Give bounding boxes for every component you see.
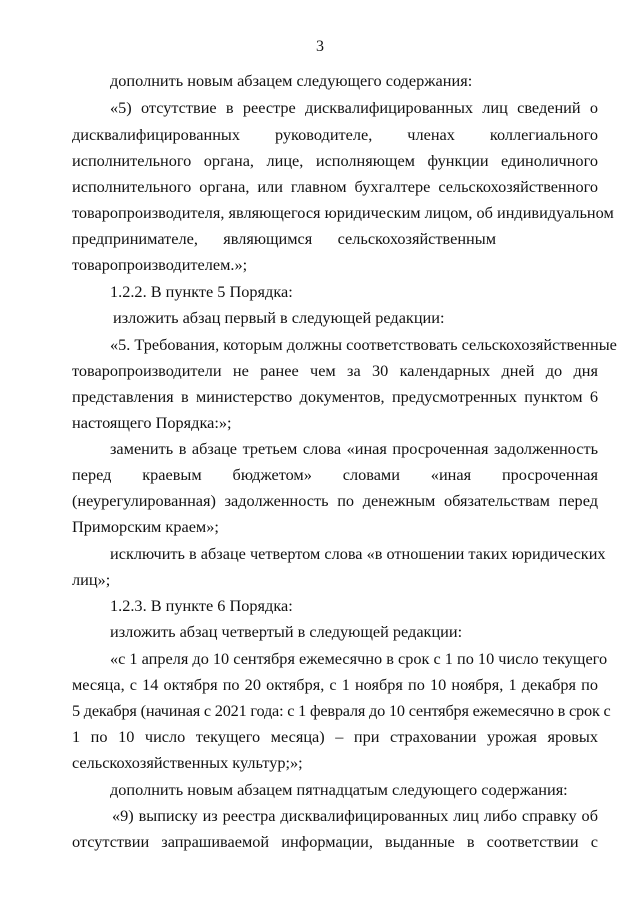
text-line: отсутствии запрашиваемой информации, выданные в соответствии с: [72, 832, 598, 851]
text-line: «9) выписку из реестра дисквалифицированных лиц либо справку об: [112, 806, 598, 825]
text-line: заменить в абзаце третьем слова «иная просроченная задолженность: [110, 439, 598, 458]
text-line: исполнительного органа, лице, исполняющем функции единоличного: [72, 151, 598, 170]
text-line: дополнить новым абзацем следующего содержания:: [110, 71, 473, 90]
text-line: настоящего Порядка:»;: [72, 413, 232, 432]
text-line: товаропроизводителя, являющегося юридическим лицом, об индивидуальном: [72, 203, 614, 222]
text-line: «с 1 апреля до 10 сентября ежемесячно в срок с 1 по 10 число текущего: [110, 649, 608, 668]
text-line: дополнить новым абзацем пятнадцатым следующего содержания:: [110, 780, 568, 799]
text-line: сельскохозяйственных культур;»;: [72, 753, 303, 772]
text-line: (неурегулированная) задолженность по денежным обязательствам перед: [72, 491, 598, 510]
text-line: «5. Требования, которым должны соответствовать сельскохозяйственные: [110, 335, 617, 354]
text-line: предпринимателе, являющимся сельскохозяйственным: [72, 229, 496, 248]
text-line: представления в министерство документов, предусмотренных пунктом 6: [72, 387, 598, 406]
text-line: месяца, с 14 октября по 20 октября, с 1 ноября по 10 ноября, 1 декабря по: [72, 675, 598, 694]
text-line: перед краевым бюджетом» словами «иная просроченная: [72, 465, 598, 484]
text-line: изложить абзац первый в следующей редакции:: [113, 308, 445, 327]
text-line: 1.2.2. В пункте 5 Порядка:: [110, 282, 293, 301]
text-line: дисквалифицированных руководителе, членах коллегиального: [72, 125, 598, 144]
text-line: исполнительного органа, или главном бухгалтере сельскохозяйственного: [72, 177, 598, 196]
text-line: 5 декабря (начиная с 2021 года: с 1 февраля до 10 сентября ежемесячно в срок с: [72, 701, 611, 720]
text-line: Приморским краем»;: [72, 517, 219, 536]
text-line: 1.2.3. В пункте 6 Порядка:: [110, 596, 293, 615]
page-number: 3: [316, 38, 324, 55]
text-line: товаропроизводителем.»;: [72, 255, 248, 274]
text-line: исключить в абзаце четвертом слова «в отношении таких юридических: [110, 544, 606, 563]
text-line: лиц»;: [72, 570, 111, 589]
text-line: «5) отсутствие в реестре дисквалифицированных лиц сведений о: [110, 98, 598, 117]
text-line: изложить абзац четвертый в следующей редакции:: [110, 622, 463, 641]
text-line: 1 по 10 число текущего месяца) – при страховании урожая яровых: [72, 727, 598, 746]
text-line: товаропроизводители не ранее чем за 30 календарных дней до дня: [72, 361, 598, 380]
